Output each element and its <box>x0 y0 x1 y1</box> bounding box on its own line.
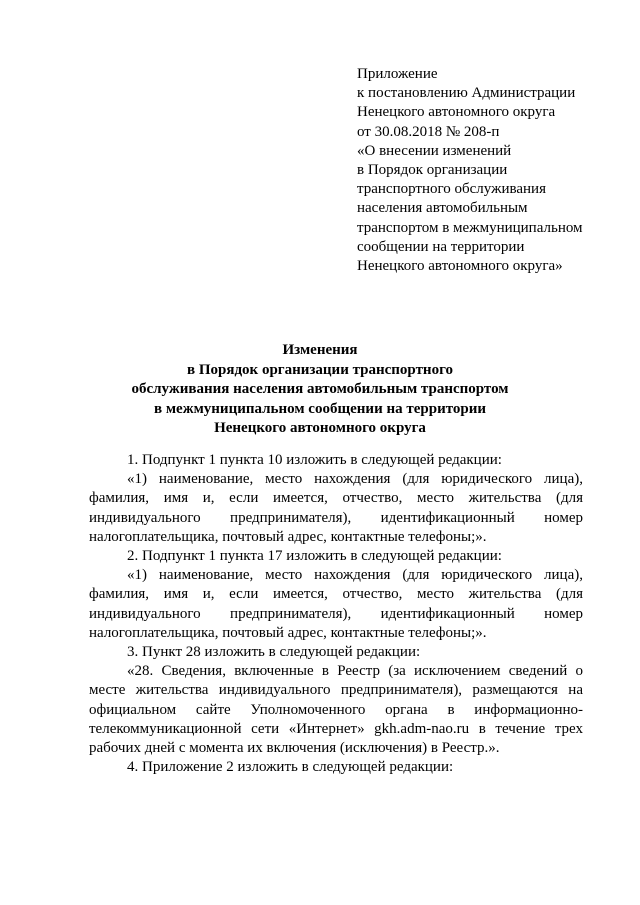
appendix-line: в Порядок организации <box>357 162 508 179</box>
item-2-heading: 2. Подпункт 1 пункта 17 изложить в следующей редакции: <box>127 548 502 565</box>
item-1-heading: 1. Подпункт 1 пункта 10 изложить в следующей редакции: <box>127 452 502 468</box>
appendix-line: от 30.08.2018 № 208-п <box>357 123 500 140</box>
item-3-heading: 3. Пункт 28 изложить в следующей редакции: <box>127 644 421 661</box>
title-line: Изменения <box>282 342 358 358</box>
document-body <box>89 451 583 777</box>
appendix-header <box>357 65 607 276</box>
appendix-line: к постановлению Администрации <box>357 85 576 102</box>
appendix-line: «О внесении изменений <box>357 142 512 159</box>
item-1-text: «1) наименование, место нахождения (для юридического лица), фамилия, имя и, если имеется, отчество, место жительства (для индивидуального предпринимателя), идентификационный номер налогоплательщика, почтовый адрес, контактные телефоны;». <box>89 471 583 545</box>
item-2-text: «1) наименование, место нахождения (для юридического лица), фамилия, имя и, если имеется, отчество, место жительства (для индивидуального предпринимателя), идентификационный номер налогоплательщика, почтовый адрес, контактные телефоны;». <box>89 567 583 641</box>
appendix-line: Приложение <box>357 66 438 82</box>
appendix-line: сообщении на территории <box>357 238 525 255</box>
title-line: в межмуниципальном сообщении на территории <box>153 400 487 417</box>
appendix-line: Ненецкого автономного округа <box>357 104 556 121</box>
title-line: обслуживания населения автомобильным транспортом <box>131 381 509 397</box>
appendix-line: транспортного обслуживания <box>357 181 546 198</box>
title-line: в Порядок организации транспортного <box>186 361 454 378</box>
item-4-heading: 4. Приложение 2 изложить в следующей редакции: <box>127 759 454 776</box>
title-line: Ненецкого автономного округа <box>214 420 426 436</box>
appendix-line: Ненецкого автономного округа» <box>357 258 563 275</box>
item-3-text: «28. Сведения, включенные в Реестр (за исключением сведений о месте жительства индивидуального предпринимателя), размещаются на официальном сайте Уполномоченного органа в информационно-телекоммуникационной сети «Интернет» gkh.adm-nao.ru в течение трех рабочих дней с момента их включения (исключения) в Реестр.». <box>89 663 583 757</box>
appendix-line: транспортом в межмуниципальном <box>357 219 583 236</box>
document-title <box>0 341 640 439</box>
appendix-line: населения автомобильным <box>357 200 528 217</box>
